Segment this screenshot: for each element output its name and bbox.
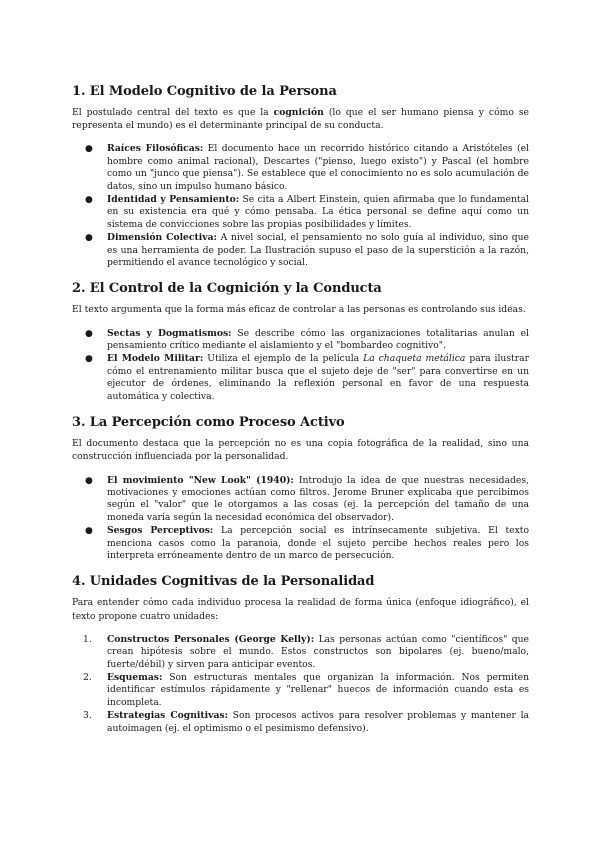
section-3-title: 3. La Percepción como Proceso Activo: [72, 415, 345, 431]
section-4-list: [72, 634, 529, 735]
section-1-list: [72, 143, 529, 269]
list-item: 1. Constructos Personales (George Kelly): Las personas actúan como "científicos" que crean hipótesis sobre el mundo. Estos constructos son bipolares (ej. bueno/malo, fuerte/débil) y sirven para anticipar eventos.: [83, 633, 529, 670]
section-2-intro: El texto argumenta que la forma más eficaz de controlar a las personas es controlando sus ideas.: [72, 304, 526, 316]
section-3-list: [72, 475, 529, 563]
bullet-icon: ●: [85, 354, 93, 365]
section-4: [72, 574, 529, 735]
bullet-icon: ●: [85, 195, 93, 206]
section-4-intro: Para entender cómo cada individuo procesa la realidad de forma única (enfoque idiográfico), el texto propone cuatro unidades:: [72, 597, 529, 622]
bullet-icon: ●: [85, 328, 93, 339]
bullet-icon: ●: [85, 233, 93, 244]
section-2-list: [72, 328, 529, 403]
document-page: [72, 84, 529, 747]
list-item: ● Sesgos Perceptivos: La percepción social es intrínsecamente subjetiva. El texto menciona casos como la paranoia, donde el sujeto percibe hechos reales pero los interpreta erróneamente dentro de un marco de persecución.: [85, 525, 529, 561]
bullet-icon: ●: [85, 144, 93, 155]
bullet-icon: ●: [85, 475, 93, 486]
section-3: [72, 415, 529, 562]
section-2: [72, 281, 529, 403]
list-item: ● Identidad y Pensamiento: Se cita a Albert Einstein, quien afirmaba que lo fundamental en su existencia era qué y cómo pensaba. La ética personal se define aquí como un sistema de convicciones sobre las propias posibilidades y límites.: [85, 194, 529, 230]
section-4-title: 4. Unidades Cognitivas de la Personalidad: [72, 574, 375, 590]
section-1-intro: El postulado central del texto es que la cognición (lo que el ser humano piensa y cómo se representa el mundo) es el determinante principal de su conducta.: [72, 107, 529, 132]
list-item: ● El Modelo Militar: Utiliza el ejemplo de la película La chaqueta metálica para ilustrar cómo el entrenamiento militar busca que el sujeto deje de "ser" para convertirse en un ejecutor de órdenes, eliminando la reflexión personal en favor de una respuesta automática y colectiva.: [85, 353, 529, 402]
section-1: [72, 84, 529, 269]
list-item: 2. Esquemas: Son estructuras mentales que organizan la información. Nos permiten identificar estímulos rápidamente y "rellenar" huecos de información cuando esta es incompleta.: [83, 671, 529, 708]
list-item: ● Dimensión Colectiva: A nivel social, el pensamiento no solo guía al individuo, sino que es una herramienta de poder. La Ilustración supuso el paso de la superstición a la razón, permitiendo el avance tecnológico y social.: [85, 232, 529, 269]
list-item: ● Raíces Filosóficas: El documento hace un recorrido histórico citando a Aristóteles (el hombre como animal racional), Descartes ("pienso, luego existo") y Pascal (el hombre como un "junco que piensa"). Se establece que el conocimiento no es solo acumulación de datos, sino un impulso humano básico.: [85, 143, 529, 192]
section-3-intro: El documento destaca que la percepción no es una copia fotográfica de la realidad, sino una construcción influenciada por la personalidad.: [72, 438, 529, 463]
bullet-icon: ●: [85, 526, 93, 537]
list-item: ● El movimiento "New Look" (1940): Introdujo la idea de que nuestras necesidades, motivaciones y emociones actúan como filtros. Jerome Bruner explicaba que percibimos según el "valor" que le otorgamos a las cosas (ej. la percepción del tamaño de una moneda varía según la necesidad económica del observador).: [85, 474, 529, 523]
list-item: 3. Estrategias Cognitivas: Son procesos activos para resolver problemas y mantener la autoimagen (ej. el optimismo o el pesimismo defensivo).: [83, 710, 529, 734]
section-1-title: 1. El Modelo Cognitivo de la Persona: [72, 84, 337, 99]
list-item: ● Sectas y Dogmatismos: Se describe cómo las organizaciones totalitarias anulan el pensamiento crítico mediante el aislamiento y el "bombardeo cognitivo".: [85, 327, 529, 352]
section-2-title: 2. El Control de la Cognición y la Conducta: [72, 281, 382, 297]
